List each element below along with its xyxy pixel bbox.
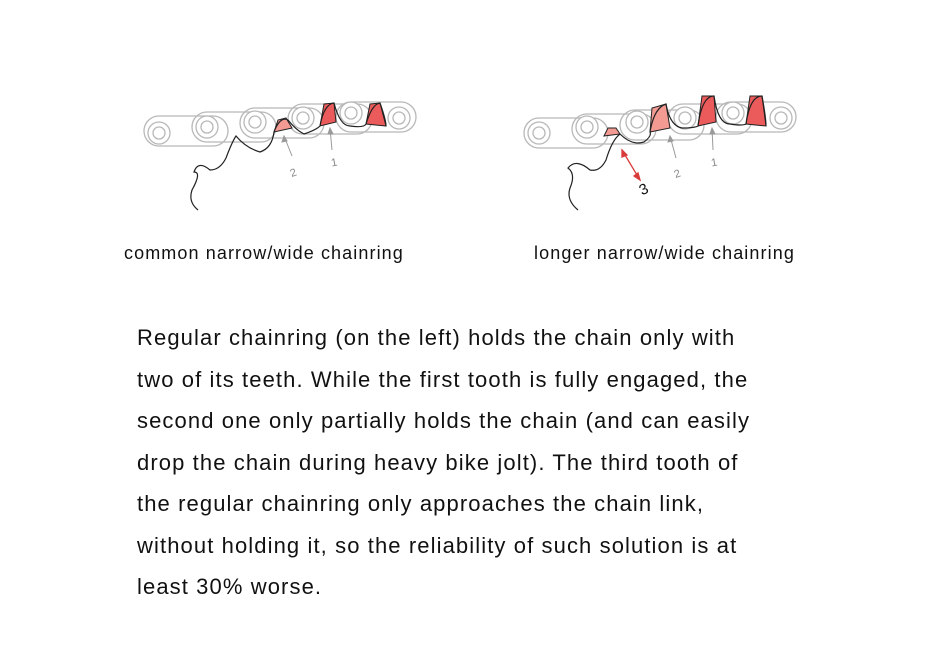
- marker-2: 2: [288, 166, 299, 180]
- marker-3: 3: [636, 180, 652, 200]
- marker-1: 1: [710, 156, 719, 170]
- caption-common-chainring: common narrow/wide chainring: [124, 243, 404, 263]
- description-line: drop the chain during heavy bike jolt). The third tooth of: [137, 449, 739, 475]
- cropped-text-fragment: [156, 0, 176, 2]
- marker-1: 1: [330, 156, 339, 170]
- description-line: least 30% worse.: [137, 574, 323, 599]
- marker-2: 2: [672, 167, 683, 181]
- description-line: second one only partially holds the chain (and can easily: [137, 408, 751, 433]
- third-tooth-arrow: [622, 150, 640, 180]
- common-chainring-diagram: [140, 90, 420, 215]
- description-paragraph: [137, 317, 857, 608]
- description-line: Regular chainring (on the left) holds the chain only with: [137, 325, 736, 350]
- description-line: two of its teeth. While the first tooth is fully engaged, the: [137, 366, 749, 392]
- description-line: the regular chainring only approaches the chain link,: [137, 491, 705, 516]
- caption-longer-chainring: longer narrow/wide chainring: [534, 243, 795, 263]
- longer-chainring-diagram: [520, 90, 800, 215]
- description-line: without holding it, so the reliability of such solution is at: [137, 532, 738, 558]
